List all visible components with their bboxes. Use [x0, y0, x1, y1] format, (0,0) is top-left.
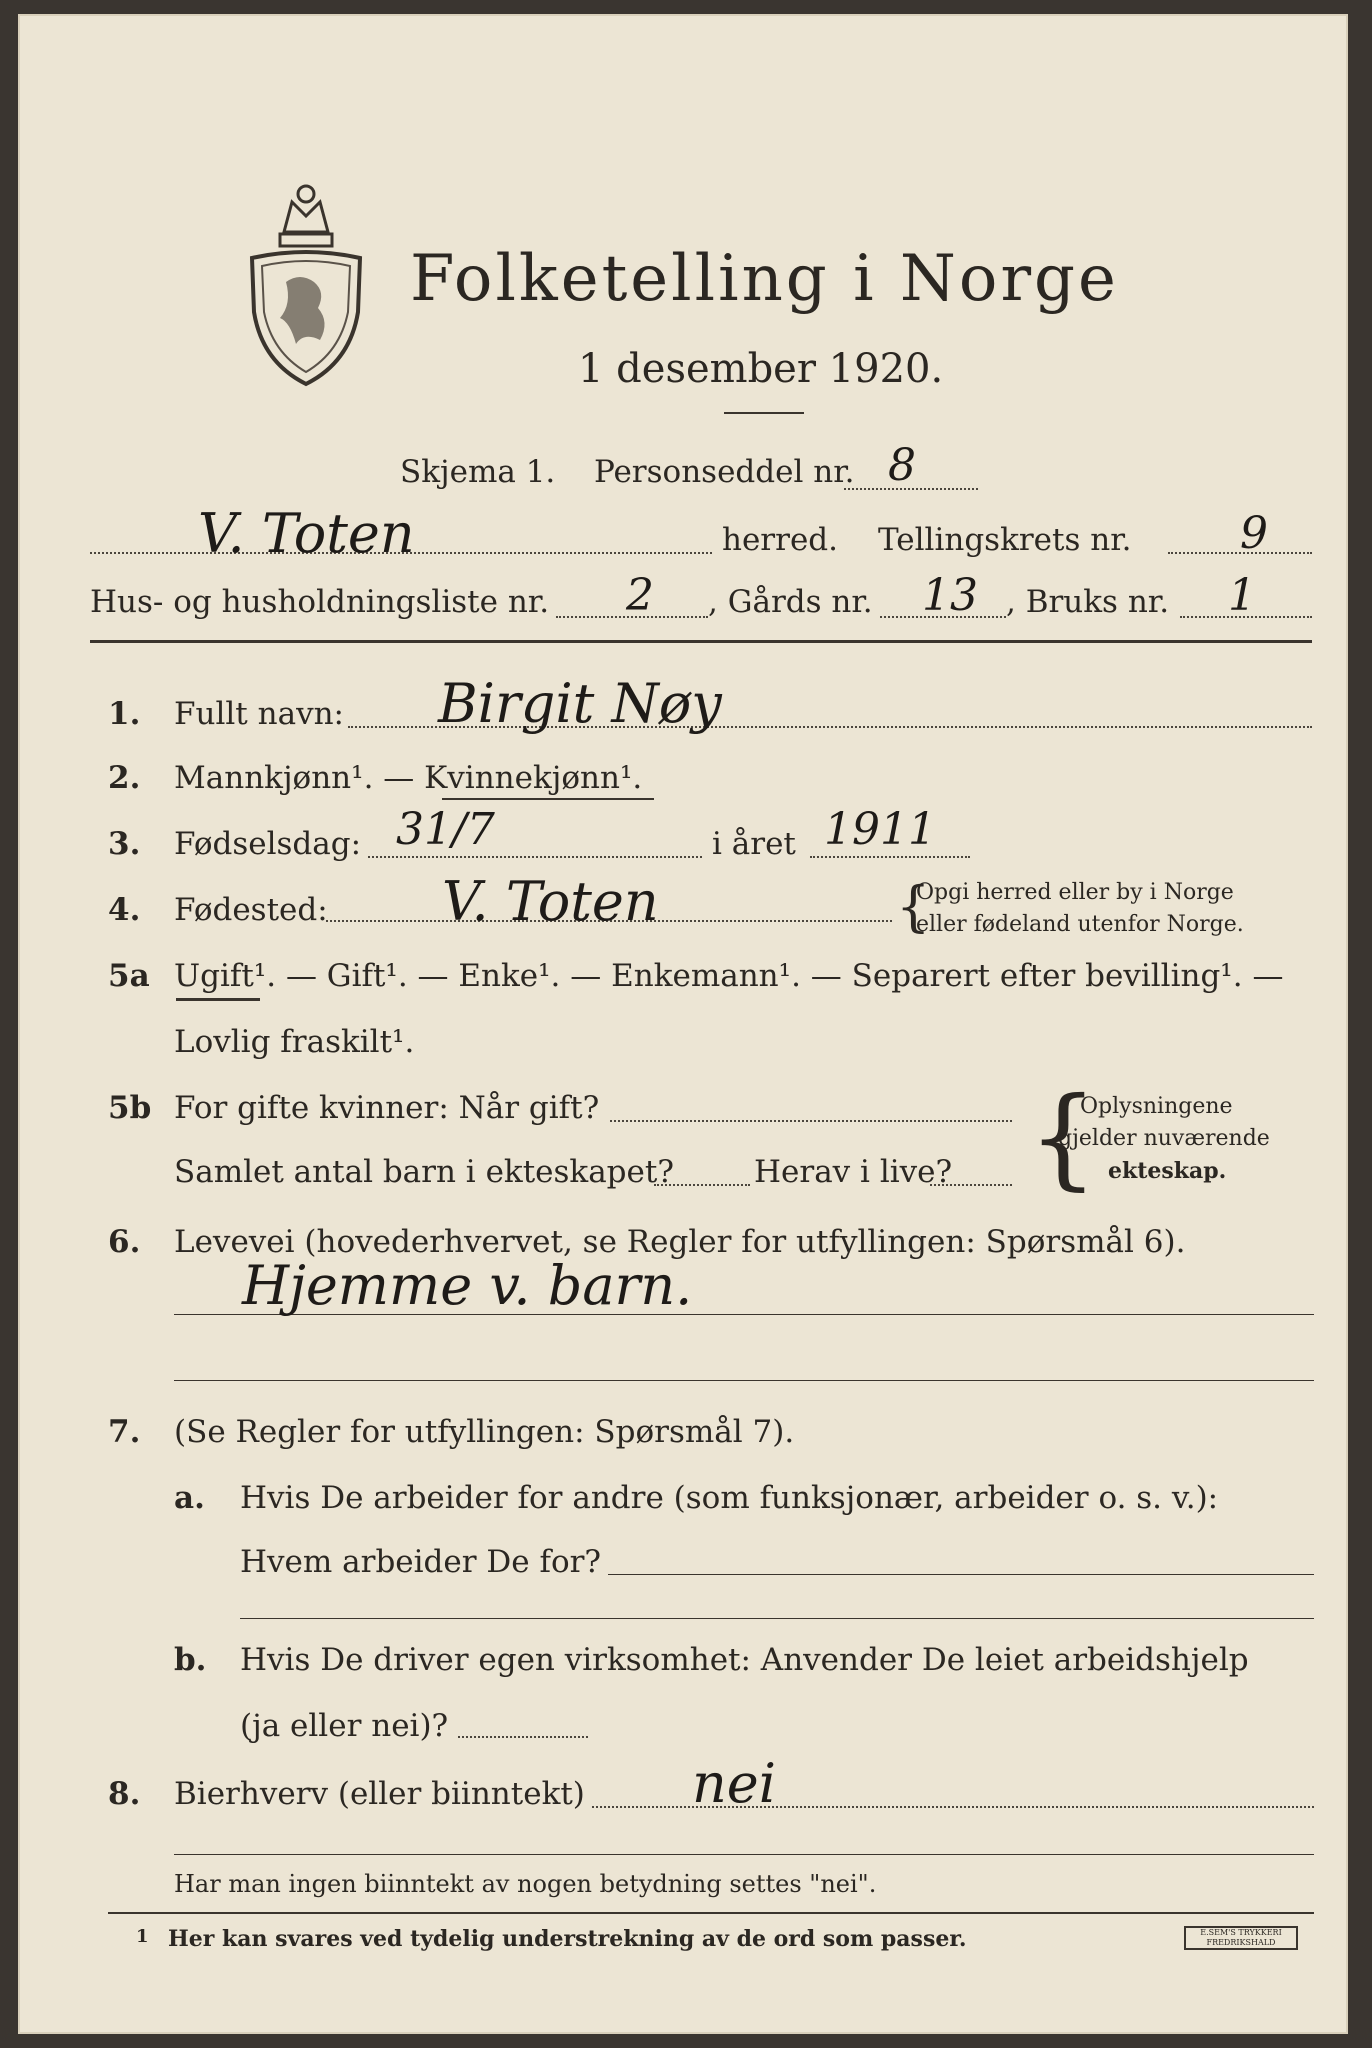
herred-value[interactable]: V. Toten [198, 502, 415, 565]
footer-rule [174, 1854, 1314, 1855]
q6-number: 6. [108, 1224, 141, 1260]
q5b-note-3: ekteskap. [1108, 1158, 1227, 1184]
q3-line [368, 856, 702, 858]
form-date: 1 desember 1920. [578, 346, 944, 392]
personseddel-value[interactable]: 8 [888, 440, 916, 491]
q4-note-1: Opgi herred eller by i Norge [916, 880, 1234, 905]
birthplace-value[interactable]: V. Toten [442, 870, 659, 933]
q5b-number: 5b [108, 1090, 152, 1126]
tellingskrets-label: Tellingskrets nr. [878, 522, 1132, 558]
schema-label: Skjema 1. [400, 454, 556, 490]
side-income-value[interactable]: nei [692, 1752, 777, 1815]
q7-number: 7. [108, 1414, 141, 1450]
hus-label: Hus- og husholdningsliste nr. [90, 584, 550, 620]
q1-label: Fullt navn: [174, 696, 344, 732]
q5b-alive-line[interactable] [930, 1184, 1012, 1186]
gender-options[interactable]: Mannkjønn¹. — Kvinnekjønn¹. [174, 760, 643, 796]
q6-label: Levevei (hovederhvervet, se Regler for utfyllingen: Spørsmål 6). [174, 1224, 1186, 1260]
marital-status-divorced[interactable]: Lovlig fraskilt¹. [174, 1024, 415, 1060]
q7b-line[interactable] [458, 1736, 588, 1738]
q7a-label-2: Hvem arbeider De for? [240, 1544, 602, 1580]
q5b-label-children: Samlet antal barn i ekteskapet? [174, 1154, 674, 1190]
q5b-brace: { [1028, 1073, 1098, 1201]
hus-value[interactable]: 2 [626, 570, 654, 621]
herred-label: herred. [722, 522, 838, 558]
q7-label: (Se Regler for utfyllingen: Spørsmål 7). [174, 1414, 795, 1450]
q4-note-2: eller fødeland utenfor Norge. [916, 912, 1244, 937]
birthyear-value[interactable]: 1911 [824, 804, 936, 855]
q3-number: 3. [108, 826, 141, 862]
bruks-label: , Bruks nr. [1006, 584, 1170, 620]
q3-year-label: i året [712, 826, 796, 862]
marital-status-options[interactable]: Ugift¹. — Gift¹. — Enke¹. — Enkemann¹. — Separert efter bevilling¹. — [174, 958, 1284, 994]
footnote-mark: 1 [136, 1926, 149, 1947]
q4-number: 4. [108, 892, 141, 928]
personseddel-label: Personseddel nr. [594, 454, 855, 490]
q5b-married-line[interactable] [610, 1120, 1012, 1122]
q8-number: 8. [108, 1776, 141, 1812]
q3-label: Fødselsdag: [174, 826, 362, 862]
q7a-letter: a. [174, 1480, 205, 1516]
footnote-rule [108, 1912, 1314, 1914]
gards-value[interactable]: 13 [922, 570, 978, 621]
q3-year-line [810, 856, 970, 858]
q5b-note-1: Oplysningene [1080, 1094, 1233, 1119]
q6-line-2 [174, 1380, 1314, 1381]
q5a-number: 5a [108, 958, 150, 994]
q4-brace: { [896, 875, 931, 938]
q1-number: 1. [108, 696, 141, 732]
occupation-value[interactable]: Hjemme v. barn. [242, 1254, 693, 1317]
header-rule [90, 640, 1312, 643]
birthdate-value[interactable]: 31/7 [396, 804, 495, 855]
tellingskrets-value[interactable]: 9 [1240, 508, 1268, 559]
bruks-value[interactable]: 1 [1228, 570, 1256, 621]
printer-stamp: E.SEM'S TRYKKERI FREDRIKSHALD [1184, 1926, 1298, 1950]
q8-label: Bierhverv (eller biinntekt) [174, 1776, 585, 1812]
q7a-line-2[interactable] [240, 1618, 1314, 1619]
q5b-label-alive: Herav i live? [754, 1154, 953, 1190]
q2-number: 2. [108, 760, 141, 796]
census-form [18, 14, 1348, 2034]
marital-status-underline [176, 998, 260, 1001]
q4-label: Fødested: [174, 892, 328, 928]
footer-note: Har man ingen biinntekt av nogen betydning settes "nei". [174, 1870, 877, 1898]
gender-underline [442, 798, 654, 800]
full-name-value[interactable]: Birgit Nøy [438, 672, 722, 735]
q7a-label-1: Hvis De arbeider for andre (som funksjonær, arbeider o. s. v.): [240, 1480, 1219, 1516]
form-title: Folketelling i Norge [410, 242, 1119, 316]
q7b-label-1: Hvis De driver egen virksomhet: Anvender De leiet arbeidshjelp [240, 1642, 1249, 1678]
q7b-letter: b. [174, 1642, 207, 1678]
gards-label: , Gårds nr. [708, 584, 873, 620]
footnote-text: Her kan svares ved tydelig understrekning av de ord som passer. [168, 1926, 967, 1952]
coat-of-arms-icon [240, 172, 372, 392]
q7b-label-2: (ja eller nei)? [240, 1708, 449, 1744]
q5b-children-line[interactable] [654, 1184, 750, 1186]
q5b-label-married: For gifte kvinner: Når gift? [174, 1090, 600, 1126]
q7a-line-1[interactable] [608, 1574, 1314, 1575]
title-divider [724, 412, 804, 414]
q5b-note-2: gjelder nuværende [1058, 1126, 1270, 1151]
